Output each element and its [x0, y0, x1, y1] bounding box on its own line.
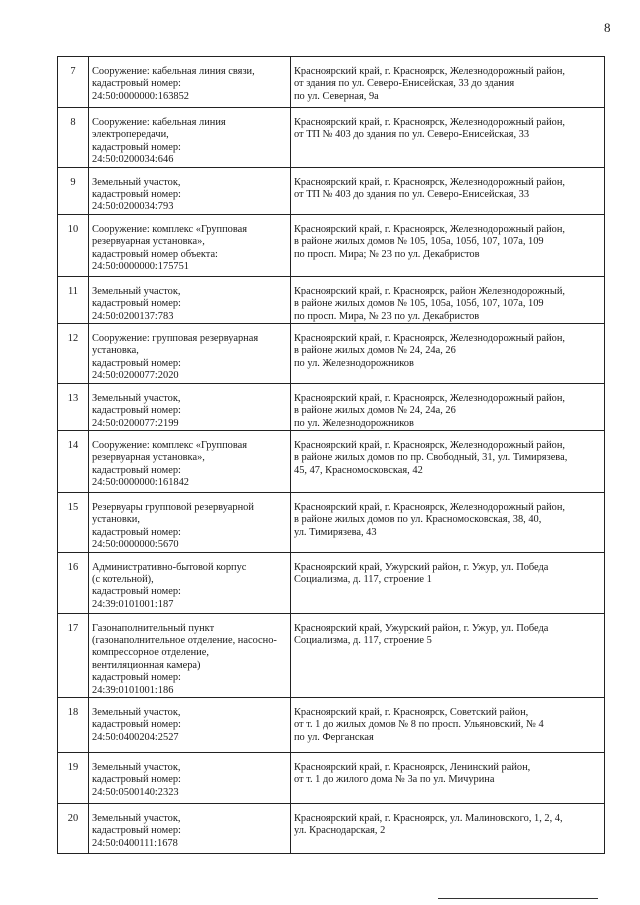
object-description — [89, 804, 290, 850]
row-number-cell — [58, 697, 89, 752]
address-line: от т. 1 до жилых домов № 8 по просп. Ульяновский, № 4 — [294, 719, 544, 731]
object-line: кадастровый номер объекта: — [92, 248, 218, 260]
row-number: 16 — [67, 561, 79, 573]
object-line: (газонаполнительное отделение, насосно- — [92, 634, 277, 646]
row-number-cell — [58, 613, 89, 697]
object-description — [89, 753, 290, 799]
address-text — [291, 553, 604, 587]
object-line: Административно-бытовой корпус — [92, 561, 247, 573]
row-number-cell — [58, 803, 89, 853]
row-number-cell — [58, 492, 89, 552]
object-line: вентиляционная камера) — [92, 659, 201, 671]
address-cell — [291, 276, 605, 323]
object-line: 24:50:0200077:2199 — [92, 417, 179, 429]
address-line: Красноярский край, г. Красноярск, Железнодорожный район, — [294, 223, 565, 235]
object-description — [89, 614, 290, 697]
address-line: Красноярский край, г. Красноярск, Ленинский район, — [294, 761, 531, 773]
row-number: 10 — [67, 223, 79, 235]
object-description — [89, 57, 290, 103]
address-text — [291, 384, 604, 430]
address-line: от ТП № 403 до здания по ул. Северо-Енисейская, 33 — [294, 189, 530, 201]
object-cell — [89, 57, 291, 108]
row-number-cell — [58, 324, 89, 384]
object-line: кадастровый номер: — [92, 357, 181, 369]
address-cell — [291, 383, 605, 430]
address-text — [291, 215, 604, 261]
page-number: 8 — [604, 20, 611, 35]
object-cell — [89, 108, 291, 168]
object-line: компрессорное отделение, — [92, 647, 209, 659]
address-line: Красноярский край, г. Красноярск, Железнодорожный район, — [294, 501, 565, 513]
object-line: 24:50:0200034:646 — [92, 154, 174, 166]
address-line: в районе жилых домов по ул. Красномосковская, 38, 40, — [294, 514, 542, 526]
table-row — [58, 697, 605, 752]
object-line: кадастровый номер: — [92, 141, 181, 153]
object-line: кадастровый номер: — [92, 526, 181, 538]
address-text — [291, 168, 604, 202]
object-line: Земельный участок, — [92, 812, 181, 824]
row-number-cell — [58, 383, 89, 430]
row-number: 18 — [67, 706, 79, 718]
table-row — [58, 613, 605, 697]
object-line: электропередачи, — [92, 129, 169, 141]
address-line: Красноярский край, г. Красноярск, Железнодорожный район, — [294, 333, 565, 345]
address-line: Красноярский край, г. Красноярск, Советский район, — [294, 706, 529, 718]
object-line: 24:50:0200077:2020 — [92, 370, 179, 382]
object-cell — [89, 697, 291, 752]
object-description — [89, 493, 290, 552]
object-line: кадастровый номер: — [92, 405, 181, 417]
row-number: 15 — [67, 501, 79, 513]
address-line: в районе жилых домов по пр. Свободный, 31, ул. Тимирязева, — [294, 452, 568, 464]
object-line: Резервуары групповой резервуарной — [92, 501, 254, 513]
table-row — [58, 108, 605, 168]
address-cell — [291, 697, 605, 752]
row-number-cell — [58, 167, 89, 214]
object-cell — [89, 324, 291, 384]
object-line: Земельный участок, — [92, 285, 181, 297]
object-cell — [89, 383, 291, 430]
object-cell — [89, 276, 291, 323]
address-line: Красноярский край, г. Красноярск, район Железнодорожный, — [294, 285, 565, 297]
row-number: 17 — [67, 622, 79, 634]
object-line: 24:50:0200034:793 — [92, 201, 174, 213]
registry-body — [58, 57, 605, 854]
object-line: Земельный участок, — [92, 176, 181, 188]
address-line: 45, 47, Красномосковская, 42 — [294, 464, 423, 476]
row-number-cell — [58, 57, 89, 108]
object-cell — [89, 214, 291, 276]
row-number: 12 — [67, 333, 79, 345]
address-line: Социализма, д. 117, строение 5 — [294, 634, 432, 646]
address-line: Социализма, д. 117, строение 1 — [294, 573, 432, 585]
object-line: установка, — [92, 345, 139, 357]
object-line: установки, — [92, 514, 140, 526]
address-line: по ул. Ферганская — [294, 731, 374, 743]
object-line: кадастровый номер: — [92, 586, 181, 598]
object-cell — [89, 430, 291, 492]
row-number: 13 — [67, 392, 79, 404]
address-line: от т. 1 до жилого дома № 3а по ул. Мичурина — [294, 774, 495, 786]
object-cell — [89, 752, 291, 803]
object-line: Газонаполнительный пункт — [92, 622, 215, 634]
table-row — [58, 430, 605, 492]
object-line: Сооружение: кабельная линия — [92, 117, 226, 128]
object-line: Земельный участок, — [92, 706, 181, 718]
object-line: 24:50:0000000:163852 — [92, 90, 189, 102]
address-text — [291, 493, 604, 539]
address-line: от здания по ул. Северо-Енисейская, 33 до здания — [294, 78, 515, 90]
address-line: от ТП № 403 до здания по ул. Северо-Енисейская, 33 — [294, 129, 530, 141]
row-number-cell — [58, 552, 89, 613]
address-cell — [291, 108, 605, 168]
table-row — [58, 803, 605, 853]
address-line: по просп. Мира; № 23 по ул. Декабристов — [294, 248, 480, 260]
address-line: Красноярский край, Ужурский район, г. Ужур, ул. Победа — [294, 561, 549, 573]
row-number: 8 — [70, 117, 76, 128]
address-cell — [291, 552, 605, 613]
address-cell — [291, 803, 605, 853]
object-line: Земельный участок, — [92, 761, 181, 773]
object-line: кадастровый номер: — [92, 464, 181, 476]
address-cell — [291, 752, 605, 803]
object-line: 24:50:0200137:783 — [92, 310, 174, 322]
object-cell — [89, 613, 291, 697]
object-line: Сооружение: кабельная линия связи, — [92, 66, 255, 77]
property-registry-table — [57, 56, 605, 854]
footer-rule — [438, 898, 598, 899]
address-line: по ул. Северная, 9а — [294, 90, 379, 102]
object-line: кадастровый номер: — [92, 298, 181, 310]
row-number-cell — [58, 276, 89, 323]
object-description — [89, 431, 290, 490]
address-line: Красноярский край, Ужурский район, г. Ужур, ул. Победа — [294, 622, 549, 634]
object-line: 24:50:0000000:5670 — [92, 539, 179, 551]
object-line: Сооружение: комплекс «Групповая — [92, 223, 248, 235]
object-description — [89, 215, 290, 274]
object-line: кадастровый номер: — [92, 672, 181, 684]
object-line: 24:39:0101001:186 — [92, 684, 174, 696]
row-number-cell — [58, 214, 89, 276]
object-line: 24:50:0000000:175751 — [92, 261, 189, 273]
object-cell — [89, 492, 291, 552]
address-cell — [291, 492, 605, 552]
address-text — [291, 431, 604, 477]
object-line: кадастровый номер: — [92, 825, 181, 837]
address-text — [291, 108, 604, 142]
address-line: по просп. Мира, № 23 по ул. Декабристов — [294, 310, 480, 322]
address-line: по ул. Железнодорожников — [294, 417, 414, 429]
row-number: 20 — [67, 812, 79, 824]
object-description — [89, 698, 290, 744]
table-row — [58, 57, 605, 108]
object-line: кадастровый номер: — [92, 78, 181, 90]
object-description — [89, 168, 290, 214]
table-row — [58, 492, 605, 552]
table-row — [58, 324, 605, 384]
object-description — [89, 277, 290, 323]
address-line: Красноярский край, г. Красноярск, Железнодорожный район, — [294, 117, 565, 128]
object-line: Сооружение: комплекс «Групповая — [92, 439, 248, 451]
table-row — [58, 552, 605, 613]
row-number-cell — [58, 752, 89, 803]
object-cell — [89, 552, 291, 613]
object-description — [89, 324, 290, 383]
object-line: 24:50:0500140:2323 — [92, 786, 179, 798]
object-description — [89, 108, 290, 167]
object-line: кадастровый номер: — [92, 719, 181, 731]
address-line: ул. Тимирязева, 43 — [294, 526, 377, 538]
row-number: 7 — [70, 66, 76, 77]
address-text — [291, 324, 604, 370]
address-text — [291, 698, 604, 744]
object-line: 24:50:0400204:2527 — [92, 731, 179, 743]
address-text — [291, 57, 604, 103]
object-line: кадастровый номер: — [92, 189, 181, 201]
address-cell — [291, 167, 605, 214]
table-row — [58, 276, 605, 323]
address-line: Красноярский край, г. Красноярск, ул. Малиновского, 1, 2, 4, — [294, 812, 563, 824]
address-text — [291, 753, 604, 787]
row-number: 14 — [67, 439, 79, 451]
address-text — [291, 277, 604, 323]
address-text — [291, 804, 604, 838]
address-line: в районе жилых домов № 105, 105а, 105б, 107, 107а, 109 — [294, 298, 544, 310]
address-line: в районе жилых домов № 24, 24а, 26 — [294, 405, 456, 417]
object-line: 24:50:0000000:161842 — [92, 477, 189, 489]
row-number-cell — [58, 108, 89, 168]
address-cell — [291, 613, 605, 697]
object-line: резервуарная установка», — [92, 236, 205, 248]
address-line: ул. Краснодарская, 2 — [294, 825, 386, 837]
row-number: 19 — [67, 761, 79, 773]
address-cell — [291, 430, 605, 492]
address-line: в районе жилых домов № 105, 105а, 105б, 107, 107а, 109 — [294, 236, 544, 248]
address-cell — [291, 57, 605, 108]
object-line: Земельный участок, — [92, 392, 181, 404]
address-line: Красноярский край, г. Красноярск, Железнодорожный район, — [294, 392, 565, 404]
object-line: резервуарная установка», — [92, 452, 205, 464]
address-cell — [291, 214, 605, 276]
object-line: кадастровый номер: — [92, 774, 181, 786]
row-number-cell — [58, 430, 89, 492]
row-number: 11 — [67, 285, 78, 297]
table-row — [58, 167, 605, 214]
object-line: Сооружение: групповая резервуарная — [92, 333, 259, 345]
address-line: Красноярский край, г. Красноярск, Железнодорожный район, — [294, 439, 565, 451]
address-line: Красноярский край, г. Красноярск, Железнодорожный район, — [294, 66, 565, 77]
table-row — [58, 383, 605, 430]
object-cell — [89, 803, 291, 853]
object-line: 24:50:0400111:1678 — [92, 837, 178, 849]
address-line: Красноярский край, г. Красноярск, Железнодорожный район, — [294, 176, 565, 188]
table-row — [58, 214, 605, 276]
address-line: в районе жилых домов № 24, 24а, 26 — [294, 345, 456, 357]
address-line: по ул. Железнодорожников — [294, 357, 414, 369]
object-cell — [89, 167, 291, 214]
object-line: (с котельной), — [92, 573, 154, 585]
object-description — [89, 553, 290, 612]
table-row — [58, 752, 605, 803]
object-description — [89, 384, 290, 430]
address-text — [291, 614, 604, 648]
row-number: 9 — [70, 176, 76, 188]
object-line: 24:39:0101001:187 — [92, 598, 174, 610]
address-cell — [291, 324, 605, 384]
